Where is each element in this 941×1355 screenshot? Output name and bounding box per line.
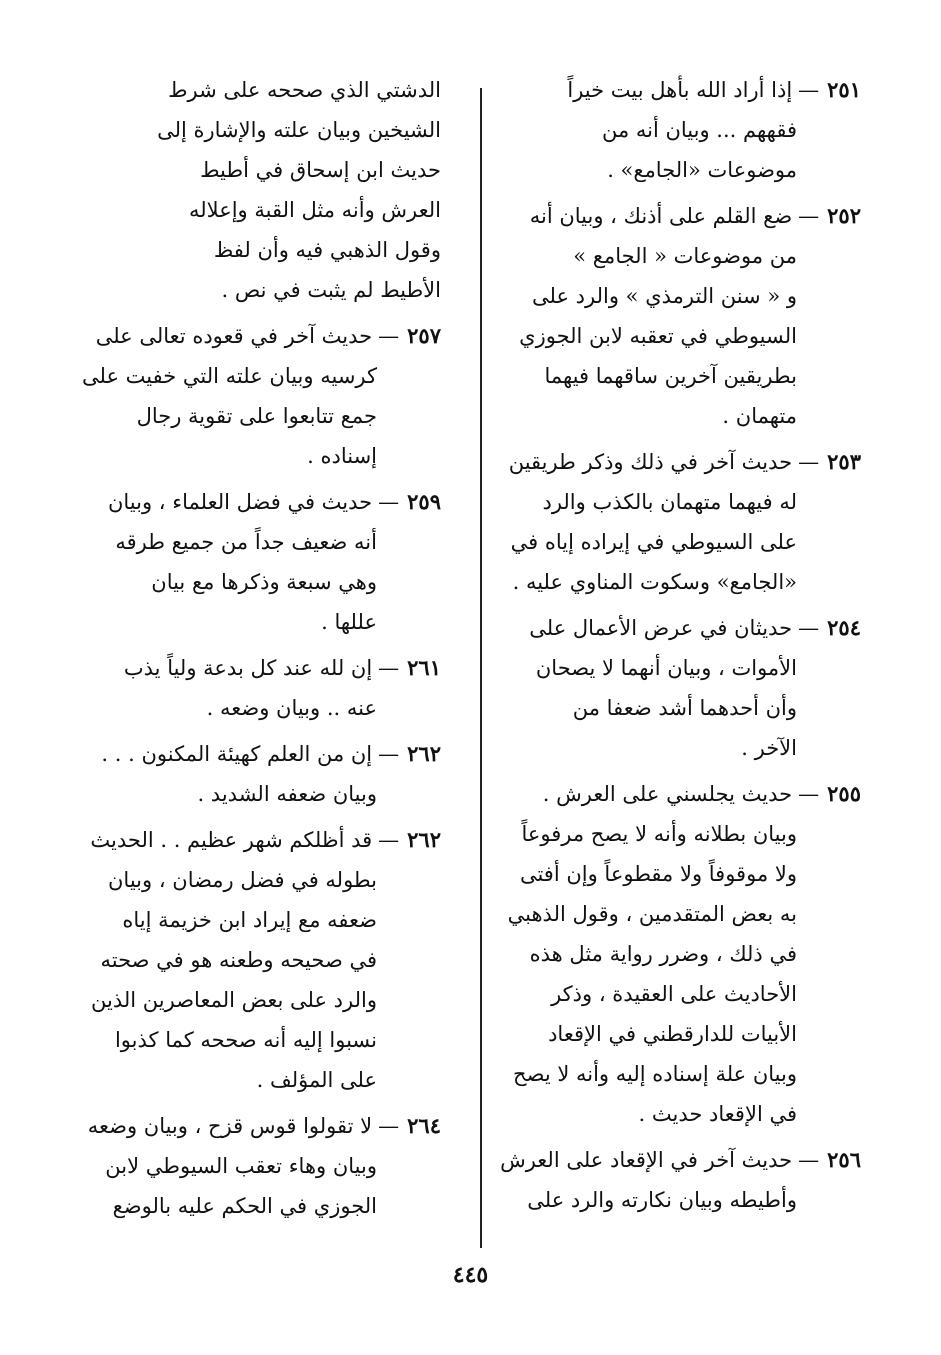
entry-line [86,190,441,230]
entry-text: حديث آخر في الإقعاد على العرش [500,1148,793,1172]
entry-text: حديث آخر في قعوده تعالى على [95,324,373,348]
entry-line [461,854,861,894]
entry-line [461,236,861,276]
entry-line [461,974,861,1014]
entry-line [86,820,441,860]
right-column [461,70,861,1226]
entry-text: إذا أراد الله بأهل بيت خيراً [567,78,793,102]
entry-line [461,728,861,768]
index-entry [82,316,441,476]
entry-text: بطريقين آخرين ساقهما فيهما [544,364,797,388]
entry-line [86,150,441,190]
entry-line [86,648,441,688]
entry-line [86,436,441,476]
entry-line [86,522,441,562]
entry-line [461,1054,861,1094]
entry-text: حديث يجلسني على العرش . [542,782,793,806]
entry-text: متهمان . [722,404,797,428]
entry-text: فقههم ... وبيان أنه من [601,118,797,142]
index-entry [86,482,441,642]
entry-number: ٢٥٩ [407,489,441,514]
entry-number: ٢٥٥ [827,781,861,806]
entry-text: بطوله في فضل رمضان ، وبيان [108,868,377,892]
entry-line [461,442,861,482]
entry-text: إن من العلم كهيئة المكنون . . . [101,742,373,766]
entry-text: له فيهما متهمان بالكذب والرد [542,490,797,514]
entry-text: والرد على بعض المعاصرين الذين [91,988,377,1012]
entry-line [461,150,861,190]
index-entry [86,70,441,310]
entry-text: لا تقولوا قوس قزح ، وبيان وضعه [87,1114,373,1138]
index-entry [461,1140,861,1220]
index-entry [461,774,861,1134]
entry-text: إسناده . [307,444,377,468]
entry-text: وأطيطه وبيان نكارته والرد على [527,1188,797,1212]
entry-line [461,688,861,728]
entry-text: قد أظلكم شهر عظيم . . الحديث [90,828,373,852]
entry-dash: — [798,1148,820,1172]
entry-text: حديث في فضل العلماء ، وبيان [107,490,373,514]
entry-text: الآخر . [741,736,797,760]
entry-line [86,860,441,900]
entry-line [461,774,861,814]
entry-line [86,1020,441,1060]
entry-line [86,270,441,310]
entry-dash: — [798,450,820,474]
entry-text: جمع تتابعوا على تقوية رجال [136,404,377,428]
entry-text: و « سنن الترمذي » والرد على [532,284,797,308]
entry-line [461,1014,861,1054]
entry-line [461,562,861,602]
entry-line [461,110,861,150]
entry-text: حديث ابن إسحاق في أطيط [200,158,441,182]
entry-dash: — [798,782,820,806]
page-number: ٤٤٥ [452,1262,489,1288]
entry-line [461,316,861,356]
entry-line [461,608,861,648]
entry-line [86,900,441,940]
entry-number: ٢٦٢ [407,827,441,852]
entry-line [86,980,441,1020]
entry-number: ٢٦١ [407,655,441,680]
entry-number: ٢٥٧ [407,323,441,348]
entry-text: وقول الذهبي فيه وأن لفظ [213,238,441,262]
entry-line [86,562,441,602]
entry-line [86,1106,441,1146]
entry-text: نسبوا إليه أنه صححه كما كذبوا [114,1028,377,1052]
entry-line [86,774,441,814]
entry-line [86,396,441,436]
entry-text: حديث آخر في ذلك وذكر طريقين [508,450,793,474]
entry-text: إن لله عند كل بدعة ولياً يذب [123,656,373,680]
entry-line [86,940,441,980]
index-entry [461,196,861,436]
entry-line [461,1094,861,1134]
entry-line [461,276,861,316]
entry-text: أنه ضعيف جداً من جميع طرقه [115,530,377,554]
entry-number: ٢٥١ [827,77,861,102]
entry-dash: — [378,1114,400,1138]
entry-text: في الإقعاد حديث . [638,1102,797,1126]
entry-text: الأطيط لم يثبت في نص . [221,278,441,302]
column-divider [480,88,482,1248]
entry-text: على السيوطي في إيراده إياه في [510,530,797,554]
entry-dash: — [378,324,400,348]
entry-text: الدشتي الذي صححه على شرط [168,78,441,102]
entry-text: وبيان ضعفه الشديد . [197,782,377,806]
entry-text: الأموات ، وبيان أنهما لا يصحان [535,656,797,680]
index-entry [86,820,441,1100]
entry-text: في ذلك ، وضرر رواية مثل هذه [529,942,797,966]
entry-text: ضع القلم على أذنك ، وبيان أنه [529,204,793,228]
index-entry [86,1106,441,1226]
entry-text: عللها . [321,610,377,634]
entry-text: على المؤلف . [256,1068,377,1092]
entry-text: في صحيحه وطعنه هو في صحته [100,948,377,972]
entry-line [86,688,441,728]
entry-line [461,196,861,236]
entry-text: الجوزي في الحكم عليه بالوضع [112,1194,377,1218]
entry-line [86,734,441,774]
entry-text: «الجامع» وسكوت المناوي عليه . [512,570,797,594]
entry-dash: — [798,204,820,228]
entry-line [86,70,441,110]
entry-line [461,356,861,396]
entry-text: من موضوعات « الجامع » [573,244,797,268]
entry-text: حديثان في عرض الأعمال على [529,616,793,640]
entry-text: موضوعات «الجامع» . [607,158,797,182]
entry-line [82,356,441,396]
entry-text: وبيان علة إسناده إليه وأنه لا يصح [513,1062,797,1086]
entry-line [461,396,861,436]
entry-number: ٢٥٣ [827,449,861,474]
entry-line [86,1146,441,1186]
left-column [82,70,441,1232]
entry-text: السيوطي في تعقبه لابن الجوزي [519,324,797,348]
index-entry [86,648,441,728]
entry-text: وهي سبعة وذكرها مع بيان [151,570,377,594]
index-entry [461,70,861,190]
entry-text: وبيان بطلانه وأنه لا يصح مرفوعاً [521,822,797,846]
entry-line [86,230,441,270]
entry-dash: — [378,828,400,852]
entry-line [86,602,441,642]
entry-line [461,894,861,934]
entry-line [461,1180,861,1220]
entry-number: ٢٥٤ [827,615,861,640]
entry-line [86,1060,441,1100]
entry-line [461,1140,861,1180]
entry-text: عنه .. وبيان وضعه . [206,696,377,720]
entry-dash: — [378,742,400,766]
entry-text: به بعض المتقدمين ، وقول الذهبي [507,902,797,926]
entry-line [461,482,861,522]
entry-text: الأحاديث على العقيدة ، وذكر [551,982,797,1006]
entry-line [461,648,861,688]
entry-number: ٢٥٢ [827,203,861,228]
entry-text: العرش وأنه مثل القبة وإعلاله [189,198,441,222]
entry-text: كرسيه وبيان علته التي خفيت على [82,364,377,388]
entry-text: ضعفه مع إيراد ابن خزيمة إياه [122,908,377,932]
entry-text: ولا موقوفاً ولا مقطوعاً وإن أفتى [519,862,797,886]
index-entry [461,608,861,768]
entry-text: وبيان وهاء تعقب السيوطي لابن [105,1154,377,1178]
entry-line [461,70,861,110]
entry-line [86,316,441,356]
entry-number: ٢٦٤ [407,1113,441,1138]
entry-line [461,934,861,974]
entry-text: وأن أحدهما أشد ضعفا من [572,696,797,720]
entry-dash: — [378,656,400,680]
entry-number: ٢٥٦ [827,1147,861,1172]
entry-line [86,110,441,150]
entry-dash: — [798,78,820,102]
entry-line [461,814,861,854]
entry-line [86,482,441,522]
entry-line [461,522,861,562]
entry-dash: — [378,490,400,514]
index-entry [461,442,861,602]
entry-text: الأبيات للدارقطني في الإقعاد [548,1022,797,1046]
entry-number: ٢٦٢ [407,741,441,766]
entry-dash: — [798,616,820,640]
entry-text: الشيخين وبيان علته والإشارة إلى [157,118,441,142]
index-entry [86,734,441,814]
entry-line [86,1186,441,1226]
